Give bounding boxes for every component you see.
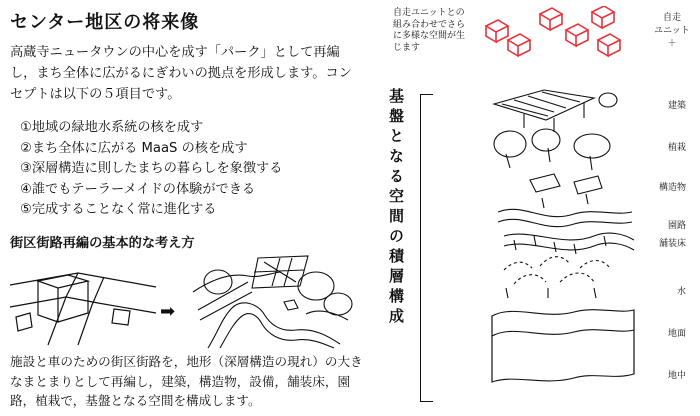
concept-item: ③深層構造に則したまちの暮らしを象徴する: [20, 161, 283, 176]
layer-label-self-unit-line: ユニット: [654, 26, 690, 36]
layer-label-planting: 植栽: [667, 143, 686, 153]
park-landscape-sketch: [188, 252, 363, 350]
layer-label-self-unit: [652, 12, 692, 51]
layer-label-underground: 地中: [667, 371, 686, 381]
layer-stack-illustration: [484, 84, 644, 394]
vertical-title: 基盤となる空間の積層構成: [387, 88, 405, 328]
layer-bracket: [420, 94, 433, 402]
layer-label-water: 水: [676, 287, 686, 297]
self-unit-note: 自走ユニットとの組み合わせでさらに多様な空間が生じます: [393, 8, 466, 53]
layer-label-self-unit-line: 自走: [662, 13, 681, 23]
layer-label-path: 園路: [667, 221, 686, 231]
layer-label-self-unit-line: ＋: [667, 39, 677, 49]
page-title: センター地区の将来像: [10, 12, 200, 33]
layer-label-ground: 地面: [667, 329, 686, 339]
bottom-description: 施設と車のための街区街路を，地形（深層構造の現れ）の大きなまとまりとして再編し，建築，構造物，設備，舗装床，園路，植栽で，基盤となる空間を構成します。: [10, 354, 363, 408]
layer-label-building: 建築: [667, 101, 686, 111]
concept-item: ①地域の緑地水系統の核を成す: [20, 120, 204, 135]
layer-label-structure: 構造物: [658, 183, 686, 193]
section-subheading: 街区街路再編の基本的な考え方: [10, 236, 195, 251]
concept-list: [20, 118, 282, 221]
self-driving-units-illustration: [480, 6, 630, 62]
transform-arrow: ➡: [160, 301, 176, 322]
concept-item: ②まち全体に広がる MaaS の核を成す: [20, 140, 248, 156]
intro-paragraph: 高蔵寺ニュータウンの中心を成す「パーク」として再編し，まち全体に広がるにぎわいの拠点を形成します。コンセプトは以下の５項目です。: [10, 45, 352, 102]
concept-item: ⑤完成することなく常に進化する: [20, 202, 217, 217]
concept-item: ④誰でもテーラーメイドの体験ができる: [20, 181, 256, 197]
block-street-sketch: [8, 255, 158, 347]
layer-label-pavement: 舗装床: [658, 239, 686, 249]
